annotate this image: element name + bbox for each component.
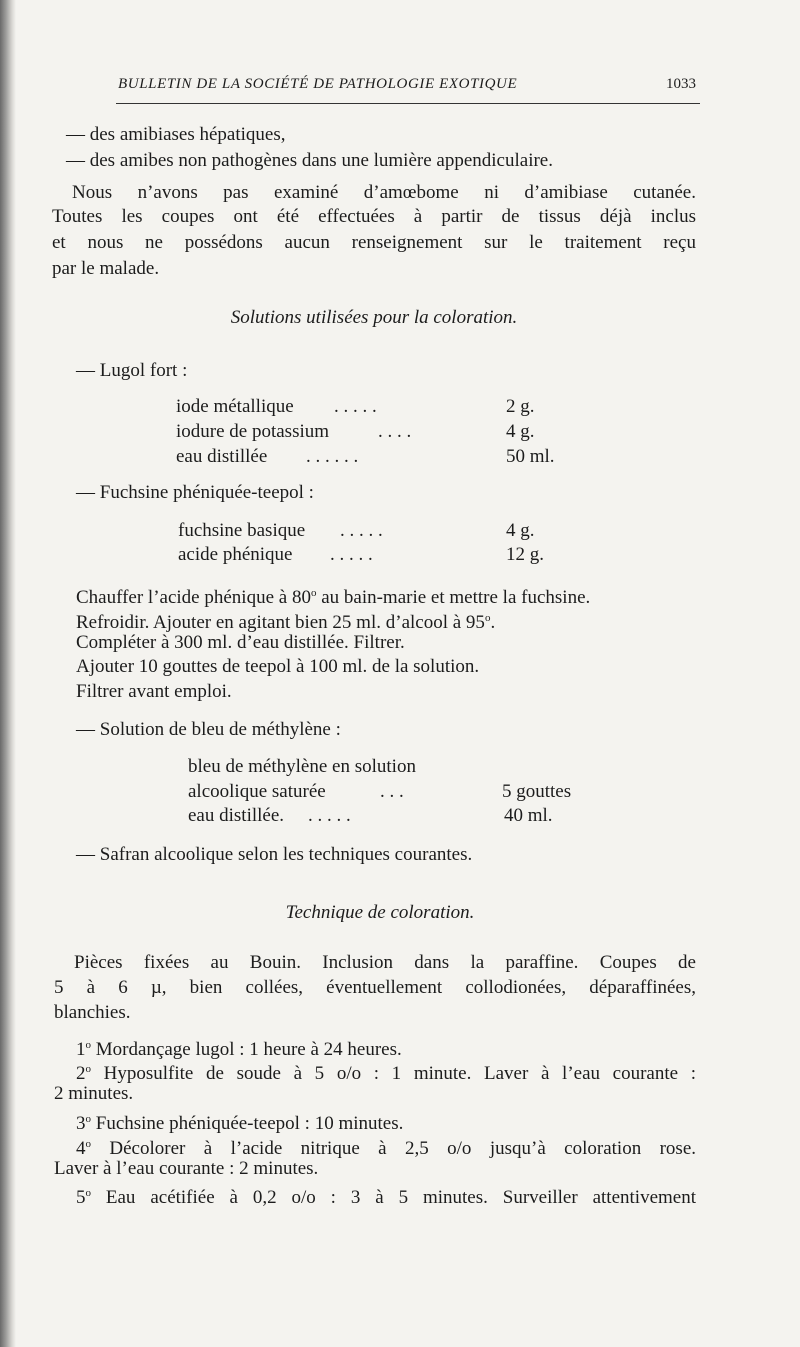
running-header <box>118 76 696 93</box>
paragraph-line: Pièces fixées au Bouin. Inclusion dans la paraffine. Coupes de <box>74 952 696 973</box>
page-number: 1033 <box>666 76 696 92</box>
recipe-title: — Lugol fort : <box>76 360 188 381</box>
leader-dots: . . . . . <box>340 520 383 541</box>
leader-dots: . . . . . <box>308 805 351 826</box>
ingredient-quantity: 4 g. <box>506 421 535 442</box>
paragraph-line: Nous n’avons pas examiné d’amœbome ni d’amibiase cutanée. <box>72 182 696 203</box>
ingredient-name: iode métallique <box>176 396 294 417</box>
step-line <box>54 1156 318 1182</box>
instruction-text: Refroidir. Ajouter en agitant bien 25 ml. d’alcool à 95 <box>76 612 485 633</box>
header-rule <box>116 103 700 104</box>
bullet-line: — des amibes non pathogènes dans une lumière appendiculaire. <box>66 150 553 171</box>
instruction-text: Chauffer l’acide phénique à 80 <box>76 587 311 608</box>
section-heading: Solutions utilisées pour la coloration. <box>230 307 518 328</box>
ordinal-mark: o <box>85 1039 91 1051</box>
instruction-text: au bain-marie et mettre la fuchsine. <box>316 587 591 608</box>
paragraph-line: par le malade. <box>52 258 160 279</box>
step-text: Hyposulfite de soude à 5 o/o : 1 minute. Laver à l’eau courante : <box>91 1063 696 1084</box>
step-number: 4 <box>76 1138 86 1159</box>
step-line <box>76 1180 696 1211</box>
recipe-title: — Solution de bleu de méthylène : <box>76 719 341 740</box>
step-text: Mordançage lugol : 1 heure à 24 heures. <box>91 1039 402 1060</box>
page-binding-edge <box>0 0 16 1347</box>
leader-dots: . . . . <box>378 421 412 442</box>
step-text: Eau acétifiée à 0,2 o/o : 3 à 5 minutes. Surveiller attentivement <box>91 1187 696 1208</box>
journal-title: BULLETIN DE LA SOCIÉTÉ DE PATHOLOGIE EXOTIQUE <box>118 76 518 92</box>
recipe-title: — Safran alcoolique selon les techniques courantes. <box>76 844 473 865</box>
ingredient-name: eau distillée <box>176 446 268 467</box>
step-text: Laver à l’eau courante : 2 minutes. <box>54 1158 319 1179</box>
instruction-line: Compléter à 300 ml. d’eau distillée. Filtrer. <box>76 632 405 653</box>
step-line <box>54 1081 133 1107</box>
step-number: 2 <box>76 1063 86 1084</box>
paragraph-line: Toutes les coupes ont été effectuées à partir de tissus déjà inclus <box>52 206 696 227</box>
recipe-title: — Fuchsine phéniquée-teepol : <box>76 482 314 503</box>
step-number: 5 <box>76 1187 86 1208</box>
instruction-line: Ajouter 10 gouttes de teepol à 100 ml. de la solution. <box>76 656 480 677</box>
ingredient-quantity: 50 ml. <box>506 446 555 467</box>
ingredient-name: bleu de méthylène en solution <box>188 756 416 777</box>
ingredient-quantity: 40 ml. <box>504 805 553 826</box>
paragraph-line: blanchies. <box>54 1002 131 1023</box>
step-line <box>76 1056 696 1087</box>
ingredient-name: acide phénique <box>178 544 293 565</box>
step-number: 3 <box>76 1113 86 1134</box>
step-number: 1 <box>76 1039 86 1060</box>
instruction-text: . <box>490 612 496 633</box>
degree-mark: o <box>484 612 491 624</box>
leader-dots: . . . . . <box>334 396 377 417</box>
leader-dots: . . . <box>380 781 404 802</box>
degree-mark: o <box>310 587 317 599</box>
leader-dots: . . . . . . <box>306 446 359 467</box>
ordinal-mark: o <box>85 1063 91 1075</box>
ingredient-quantity: 4 g. <box>506 520 535 541</box>
ingredient-quantity: 12 g. <box>506 544 544 565</box>
ingredient-name: alcoolique saturée <box>188 781 326 802</box>
ordinal-mark: o <box>85 1138 91 1150</box>
paragraph-line: et nous ne possédons aucun renseignement sur le traitement reçu <box>52 232 696 253</box>
paragraph-line: 5 à 6 µ, bien collées, éventuellement collodionées, déparaffinées, <box>54 977 696 998</box>
ingredient-name: fuchsine basique <box>178 520 306 541</box>
step-text: Décolorer à l’acide nitrique à 2,5 o/o jusqu’à coloration rose. <box>91 1138 696 1159</box>
bullet-line: — des amibiases hépatiques, <box>66 124 286 145</box>
leader-dots: . . . . . <box>330 544 373 565</box>
ingredient-name: eau distillée. <box>188 805 285 826</box>
ordinal-mark: o <box>85 1187 91 1199</box>
instruction-line: Filtrer avant emploi. <box>76 681 232 702</box>
step-text: 2 minutes. <box>54 1083 134 1104</box>
section-heading: Technique de coloration. <box>285 902 475 923</box>
ingredient-quantity: 2 g. <box>506 396 535 417</box>
step-text: Fuchsine phéniquée-teepol : 10 minutes. <box>91 1113 404 1134</box>
ingredient-name: iodure de potassium <box>176 421 330 442</box>
ingredient-quantity: 5 gouttes <box>502 781 572 802</box>
ordinal-mark: o <box>85 1113 91 1125</box>
